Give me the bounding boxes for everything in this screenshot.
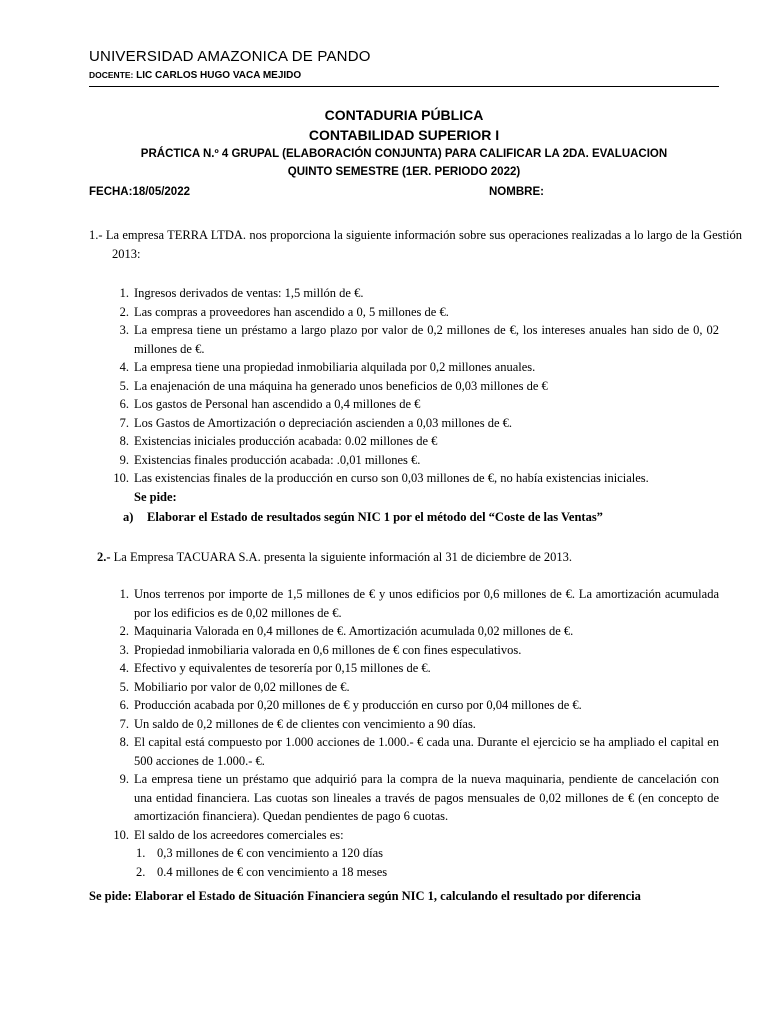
semester-title: QUINTO SEMESTRE (1ER. PERIODO 2022) — [287, 166, 521, 178]
title-block — [89, 105, 719, 181]
question-2-list — [89, 585, 719, 881]
list-item: 3. Propiedad inmobiliaria valorada en 0,6 millones de € con fines especulativos. — [119, 642, 522, 657]
question-1-task — [123, 510, 603, 525]
sub-list-item: 1. 0,3 millones de € con vencimiento a 120 días — [136, 846, 383, 860]
career-title: CONTADURIA PÚBLICA — [324, 107, 484, 123]
question-2-intro — [97, 548, 717, 567]
list-item: 6. Producción acabada por 0,20 millones de € y producción en curso por 0,04 millones de €. — [119, 698, 582, 712]
docente-line — [89, 68, 719, 87]
practice-title: PRÁCTICA N.º 4 GRUPAL (ELABORACIÓN CONJUNTA) PARA CALIFICAR LA 2DA. EVALUACION — [140, 148, 668, 160]
list-item: 10. El saldo de los acreedores comerciales es: 1. 0,3 millones de € con vencimiento a 120 días 2. 0.4 millones de € con vencimiento a 18 meses — [89, 826, 719, 882]
sub-list-item: 2. 0.4 millones de € con vencimiento a 18 meses — [136, 864, 388, 879]
list-item: 8. Existencias iniciales producción acabada: 0.02 millones de € — [119, 434, 438, 448]
list-item: 10. Las existencias finales de la producción en curso son 0,03 millones de €, no había existencias iniciales. — [113, 471, 649, 485]
question-2-number: 2.- — [97, 550, 111, 564]
date-label: FECHA:18/05/2022 — [89, 186, 190, 198]
question-2-task: Se pide: Elaborar el Estado de Situación Financiera según NIC 1, calculando el resultado por diferencia — [89, 889, 641, 903]
name-label: NOMBRE: — [489, 186, 544, 198]
question-1-intro: 1.- La empresa TERRA LTDA. nos proporciona la siguiente información sobre sus operaciones realizadas a lo largo de la Gestión 2013: — [89, 228, 742, 261]
list-item: 7. Los Gastos de Amortización o depreciación ascienden a 0,03 millones de €. — [119, 415, 513, 430]
list-item: 4. La empresa tiene una propiedad inmobiliaria alquilada por 0,2 millones anuales. — [119, 360, 536, 374]
list-item: 2. Las compras a proveedores han ascendido a 0, 5 millones de €. — [119, 304, 449, 319]
university-name: UNIVERSIDAD AMAZONICA DE PANDO — [89, 48, 371, 65]
task-letter: a) — [123, 510, 134, 524]
list-item: 1. Unos terrenos por importe de 1,5 millones de € y unos edificios por 0,6 millones de €. La amortización acumulada por los edificios es de 0,02 millones de €. — [119, 587, 719, 620]
question-2-text: La Empresa TACUARA S.A. presenta la siguiente información al 31 de diciembre de 2013. — [110, 550, 573, 564]
list-item: 3. La empresa tiene un préstamo a largo plazo por valor de 0,2 millones de €, los intereses anuales han sido de 0, 02 millones de €. — [119, 323, 719, 356]
question-1-se-pide: Se pide: — [134, 490, 177, 504]
task-text: Elaborar el Estado de resultados según NIC 1 por el método del “Coste de las Ventas” — [147, 510, 603, 524]
list-item: 2. Maquinaria Valorada en 0,4 millones de €. Amortización acumulada 0,02 millones de €. — [119, 624, 574, 638]
creditors-sublist — [134, 844, 719, 881]
course-title: CONTABILIDAD SUPERIOR I — [308, 127, 500, 143]
list-item: 1. Ingresos derivados de ventas: 1,5 millón de €. — [119, 286, 364, 300]
docente-label: DOCENTE: — [89, 70, 134, 80]
list-item: 9. La empresa tiene un préstamo que adquirió para la compra de la nueva maquinaria, pendiente de cancelación con una entidad financiera. Las cuotas son lineales a través de pagos mensuales de 0,02 millones de € (en concepto de amortización financiera). Quedan pendientes de pago 6 cuotas. — [119, 772, 719, 823]
list-item: 7. Un saldo de 0,2 millones de € de clientes con vencimiento a 90 días. — [119, 716, 476, 731]
list-item: 5. Mobiliario por valor de 0,02 millones de €. — [119, 679, 350, 694]
list-item: 5. La enajenación de una máquina ha generado unos beneficios de 0,03 millones de € — [119, 378, 548, 393]
document-header — [89, 48, 719, 87]
docente-name: LIC CARLOS HUGO VACA MEJIDO — [136, 70, 302, 81]
question-1-list — [89, 284, 719, 488]
list-item: 4. Efectivo y equivalentes de tesorería por 0,15 millones de €. — [119, 661, 431, 675]
list-item: 8. El capital está compuesto por 1.000 acciones de 1.000.- € cada una. Durante el ejercicio se ha ampliado el capital en 500 acciones de 1.000.- €. — [119, 735, 719, 768]
list-item: 9. Existencias finales producción acabada: .0,01 millones €. — [119, 452, 421, 467]
list-item: 6. Los gastos de Personal han ascendido a 0,4 millones de € — [119, 397, 421, 411]
